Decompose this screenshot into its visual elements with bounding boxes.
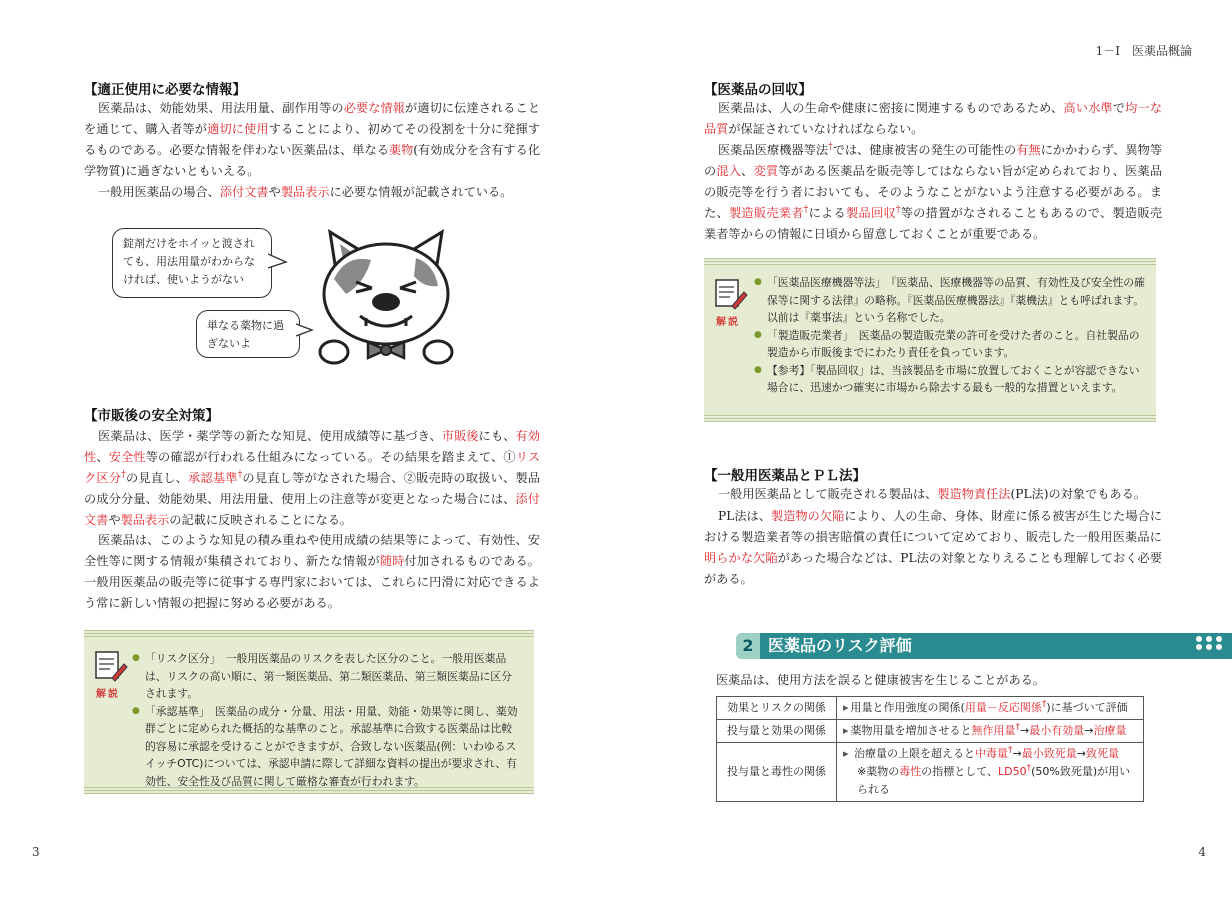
section-number: 2 bbox=[736, 633, 760, 659]
paragraph-recall-1 bbox=[704, 98, 1162, 140]
commentary-box-left bbox=[84, 630, 534, 794]
commentary-label: 解説 bbox=[716, 317, 740, 328]
text-run: や bbox=[268, 185, 281, 199]
text-run: 等の措置がなされることもあるので、製造販売業者等からの情報に日頃から留意しておくことが重要である。 bbox=[704, 206, 1163, 241]
dagger-mark: † bbox=[803, 204, 809, 215]
text-run: (有効成分を含有する化学物質)に過ぎないともいえる。 bbox=[84, 143, 541, 178]
table-value bbox=[837, 697, 1144, 720]
speech-bubble-1: 錠剤だけをホイッと渡されても、用法用量がわからなければ、使いようがない bbox=[112, 228, 272, 298]
paragraph-proper-use-2 bbox=[84, 182, 540, 203]
box-stripe bbox=[704, 415, 1156, 422]
text-run: 一般用医薬品の場合、 bbox=[98, 185, 220, 199]
table-value bbox=[837, 720, 1144, 743]
text-run: → bbox=[1076, 747, 1086, 760]
text-run: や bbox=[108, 513, 121, 527]
text-run: 治療量の上限を超えると bbox=[854, 747, 976, 760]
right-page bbox=[616, 0, 1232, 912]
table-value-main bbox=[854, 747, 1119, 760]
text-run: の指標として、 bbox=[921, 765, 998, 778]
highlight-term: 製造物責任法 bbox=[937, 487, 1011, 501]
text-run: 医薬品は、医学・薬学等の新たな知見、使用成績等に基づき、 bbox=[98, 429, 442, 443]
text-run: → bbox=[1012, 747, 1022, 760]
commentary-list-left bbox=[132, 650, 522, 790]
highlight-term: 最小有効量 bbox=[1029, 724, 1085, 737]
text-run: 等がある医薬品を販売等してはならない旨が定められており、医薬品の販売等を行う者においても、そのようなことがないよう注意する必要がある。また、 bbox=[704, 164, 1163, 220]
text-run: )に基づいて評価 bbox=[1046, 701, 1128, 714]
highlight-term: 製品表示 bbox=[280, 185, 330, 199]
section-title-post-marketing: 【市販後の安全対策】 bbox=[84, 408, 219, 424]
text-run: 一般用医薬品として販売される製品は、 bbox=[718, 487, 938, 501]
table-value-note bbox=[843, 763, 1137, 799]
text-run: (PL法)の対象でもある。 bbox=[1010, 487, 1146, 501]
commentary-item: ● 「製造販売業者」 医薬品の製造販売業の許可を受けた者のこと。自社製品の製造から市販後までにわたり責任を負っています。 bbox=[754, 327, 1146, 362]
highlight-term: 添付文書 bbox=[219, 185, 269, 199]
text-run: することにより、初めてその役割を十分に発揮するものである。必要な情報を伴わない医薬品は、単なる bbox=[84, 122, 541, 157]
dagger-mark: † bbox=[895, 204, 901, 215]
highlight-term: 毒性 bbox=[899, 765, 922, 778]
text-run: 医薬品は、このような知見の積み重ねや使用成績の結果等によって、有効性、安全性等に関する情報が集積されており、新たな情報が bbox=[84, 533, 540, 568]
paragraph-proper-use-1 bbox=[84, 98, 540, 182]
highlight-term: 中毒量 bbox=[975, 747, 1009, 760]
table-key: 投与量と毒性の関係 bbox=[717, 743, 837, 802]
risk-table bbox=[716, 696, 1144, 802]
text-run: が適切に伝達されることを通じて、購入者等が bbox=[84, 101, 541, 136]
highlight-term: LD50 bbox=[998, 765, 1027, 778]
highlight-term: 製品表示 bbox=[120, 513, 170, 527]
paragraph-pl-law-1 bbox=[704, 484, 1162, 505]
text-run: 、 bbox=[741, 164, 754, 178]
dagger-mark: † bbox=[121, 469, 126, 480]
box-stripe bbox=[84, 630, 534, 637]
commentary-item: ● 「医薬品医療機器等法」 『医薬品、医療機器等の品質、有効性及び安全性の確保等に関する法律』の略称。『医薬品医療機器法』『薬機法』とも呼ばれます。以前は『薬事法』という名称でした。 bbox=[754, 274, 1146, 327]
commentary-list-right bbox=[754, 274, 1146, 397]
highlight-term: 治療量 bbox=[1093, 724, 1127, 737]
text-run: ※薬物の bbox=[857, 765, 900, 778]
dagger-mark: † bbox=[1026, 763, 1032, 774]
running-header: 1－Ⅰ 医薬品概論 bbox=[1095, 44, 1192, 58]
commentary-label: 解説 bbox=[96, 689, 120, 700]
section-title-proper-use: 【適正使用に必要な情報】 bbox=[84, 82, 246, 98]
commentary-item: ● 「承認基準」 医薬品の成分・分量、用法・用量、効能・効果等に関し、薬効群ごとに定められた概括的な基準のこと。承認基準に合致する医薬品は比較的容易に承認を受けることができますが、合致しない医薬品(例：いわゆるスイッチOTC)については、承認申請に際して詳細な資料の提出が要求され、有効性、安全性及び品質に関して厳格な審査が行われます。 bbox=[132, 703, 522, 791]
table-key: 効果とリスクの関係 bbox=[717, 697, 837, 720]
dots-icon bbox=[1196, 636, 1224, 656]
text-run: の見直し、 bbox=[125, 471, 189, 485]
dagger-mark: † bbox=[237, 469, 243, 480]
table-row bbox=[717, 697, 1144, 720]
text-run: があった場合などは、PL法の対象となりえることも理解しておく必要がある。 bbox=[704, 551, 1163, 586]
section-banner-risk bbox=[736, 633, 1232, 659]
notepad-pencil-icon bbox=[94, 650, 130, 700]
highlight-term: 混入 bbox=[716, 164, 742, 178]
table-row bbox=[717, 743, 1144, 802]
speech-bubble-2: 単なる薬物に過ぎないよ bbox=[196, 310, 300, 358]
text-run: の見直し等がなされた場合、②販売時の取扱い、製品の成分分量、効能効果、用法用量、使用上の注意等が変更となった場合には、 bbox=[84, 471, 541, 506]
risk-intro: 医薬品は、使用方法を誤ると健康被害を生じることがある。 bbox=[716, 673, 1046, 687]
highlight-term: 変質 bbox=[753, 164, 779, 178]
box-stripe bbox=[704, 258, 1156, 265]
highlight-term: リスク区分 bbox=[84, 450, 541, 485]
commentary-item: ● 「リスク区分」 一般用医薬品のリスクを表した区分のこと。一般用医薬品は、リスクの高い順に、第一類医薬品、第二類医薬品、第三類医薬品に区分されます。 bbox=[132, 650, 522, 703]
dagger-mark: † bbox=[828, 141, 833, 152]
text-run: にも、 bbox=[478, 429, 516, 443]
section-title-pl-law: 【一般用医薬品とＰＬ法】 bbox=[704, 468, 866, 484]
highlight-term: 承認基準 bbox=[188, 471, 238, 485]
text-run: 等の確認が行われる仕組みになっている。その結果を踏まえて、① bbox=[145, 450, 516, 464]
text-run: に必要な情報が記載されている。 bbox=[329, 185, 513, 199]
commentary-item: ● 【参考】「製品回収」は、当該製品を市場に放置しておくことが容認できない場合に、迅速かつ確実に市場から除去する最も一般的な措置といえます。 bbox=[754, 362, 1146, 397]
paragraph-pl-law-2 bbox=[704, 506, 1162, 590]
text-run: が保証されていなければならない。 bbox=[728, 122, 924, 136]
text-run: では、健康被害の発生の可能性の bbox=[832, 143, 1017, 157]
text-run: で bbox=[1112, 101, 1126, 115]
table-value bbox=[837, 743, 1144, 802]
paragraph-post-marketing-2 bbox=[84, 530, 540, 614]
commentary-box-right bbox=[704, 258, 1156, 422]
highlight-term: 致死量 bbox=[1085, 747, 1119, 760]
text-run: 医薬品医療機器等法 bbox=[718, 143, 829, 157]
highlight-term: 適切に使用 bbox=[207, 122, 269, 136]
dagger-mark: † bbox=[1041, 699, 1047, 710]
highlight-term: 明らかな欠陥 bbox=[704, 551, 778, 565]
highlight-term: 製造販売業者 bbox=[728, 206, 804, 220]
highlight-term: 安全性 bbox=[108, 450, 146, 464]
text-run: 用量と作用強度の関係( bbox=[850, 701, 965, 714]
text-run: 薬物用量を増加させると bbox=[850, 724, 972, 737]
highlight-term: 高い水準 bbox=[1063, 101, 1113, 115]
text-run: にかかわらず、異物等の bbox=[704, 143, 1163, 178]
paragraph-recall-2 bbox=[704, 140, 1162, 245]
highlight-term: 用量－反応関係 bbox=[964, 701, 1042, 714]
highlight-term: 必要な情報 bbox=[343, 101, 406, 115]
dagger-mark: † bbox=[1008, 745, 1013, 756]
text-run: → bbox=[1020, 724, 1030, 737]
text-run: 医薬品は、人の生命や健康に密接に関連するものであるため、 bbox=[718, 101, 1064, 115]
dog-mascot-icon bbox=[316, 224, 456, 374]
highlight-term: 有効性 bbox=[84, 429, 541, 464]
text-run: の記載に反映されることになる。 bbox=[169, 513, 353, 527]
text-run: により、人の生命、身体、財産に係る被害が生じた場合における製造業者等の損害賠償の責任について定めており、販売した一般用医薬品に bbox=[704, 509, 1163, 544]
text-run: 医薬品は、効能効果、用法用量、副作用等の bbox=[98, 101, 344, 115]
highlight-term: 市販後 bbox=[441, 429, 479, 443]
section-heading: 医薬品のリスク評価 bbox=[768, 636, 912, 655]
highlight-term: 均一な品質 bbox=[704, 101, 1163, 136]
text-run: 付加されるものである。一般用医薬品の販売等に従事する専門家においては、これらに円滑に対応できるよう常に新しい情報の把握に努める必要がある。 bbox=[84, 554, 540, 610]
section-title-recall: 【医薬品の回収】 bbox=[704, 82, 812, 98]
text-run: による bbox=[808, 206, 846, 220]
paragraph-post-marketing-1 bbox=[84, 426, 540, 531]
highlight-term: 製造物の欠陥 bbox=[771, 509, 845, 523]
notepad-pencil-icon bbox=[714, 278, 750, 328]
page-number-right: 4 bbox=[1198, 845, 1206, 859]
bubble-tail-2 bbox=[296, 322, 316, 342]
highlight-term: 随時 bbox=[379, 554, 405, 568]
text-run: → bbox=[1084, 724, 1094, 737]
text-run: PL法は、 bbox=[718, 509, 771, 523]
highlight-term: 無作用量 bbox=[971, 724, 1016, 737]
table-row bbox=[717, 720, 1144, 743]
page-number-left: 3 bbox=[32, 845, 40, 859]
dagger-mark: † bbox=[1015, 722, 1021, 733]
text-run: 、 bbox=[96, 450, 109, 464]
highlight-term: 有無 bbox=[1016, 143, 1041, 157]
highlight-term: 製品回収 bbox=[846, 206, 896, 220]
table-key: 投与量と効果の関係 bbox=[717, 720, 837, 743]
highlight-term: 最小致死量 bbox=[1021, 747, 1077, 760]
text-run: (50%致死量)が用いられる bbox=[857, 765, 1131, 796]
highlight-term: 薬物 bbox=[388, 143, 414, 157]
bubble-tail-1 bbox=[268, 252, 288, 272]
highlight-term: 添付文書 bbox=[84, 492, 540, 527]
